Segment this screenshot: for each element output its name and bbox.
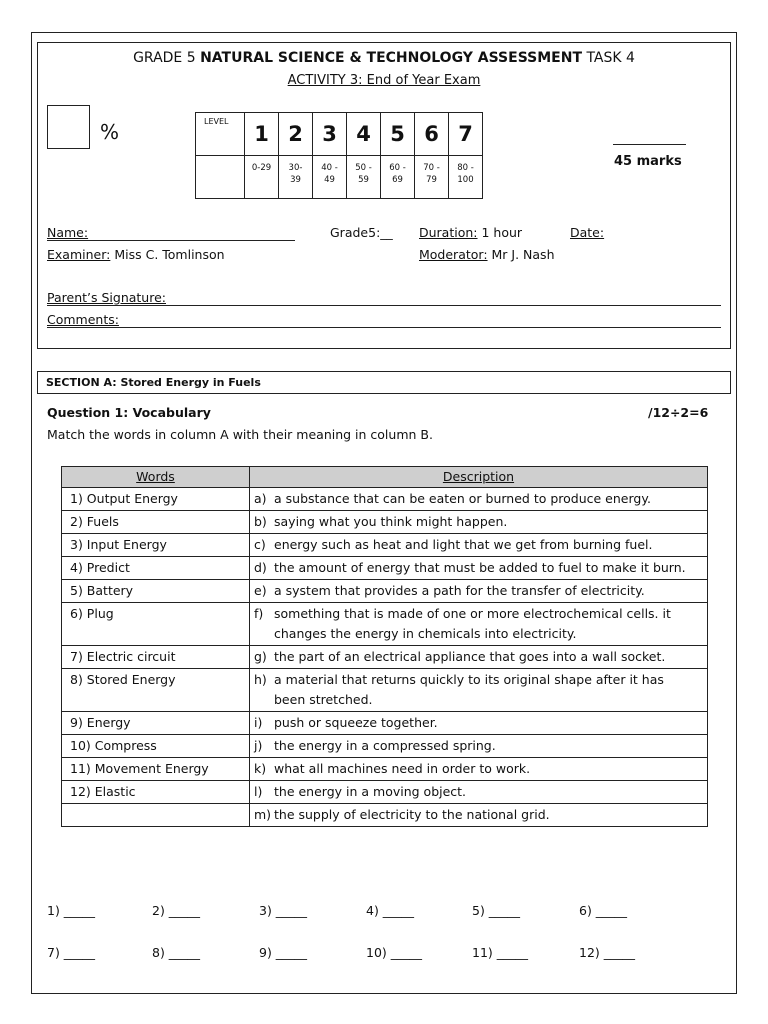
description-cell: h) a material that returns quickly to its original shape after it has been stretched. xyxy=(250,669,708,712)
question-score: /12÷2=6 xyxy=(648,405,709,420)
description-cell: a) a substance that can be eaten or burned to produce energy. xyxy=(250,488,708,511)
description-cell: f) something that is made of one or more electrochemical cells. it changes the energy in chemicals into electricity. xyxy=(250,603,708,646)
level-5: 5 xyxy=(381,113,415,156)
answer-5[interactable]: 5) _____ xyxy=(472,903,521,918)
range-3: 40 - 49 xyxy=(313,156,347,199)
words-header: Words xyxy=(62,467,250,488)
word-cell: 9) Energy xyxy=(62,712,250,735)
percent-sign: % xyxy=(100,120,120,144)
level-1: 1 xyxy=(245,113,279,156)
description-cell: e) a system that provides a path for the transfer of electricity. xyxy=(250,580,708,603)
word-cell: 11) Movement Energy xyxy=(62,758,250,781)
answer-6[interactable]: 6) _____ xyxy=(579,903,628,918)
answer-9[interactable]: 9) _____ xyxy=(259,945,308,960)
name-line[interactable] xyxy=(47,240,295,241)
answer-2[interactable]: 2) _____ xyxy=(152,903,201,918)
table-row xyxy=(62,603,708,646)
description-cell: m) the supply of electricity to the national grid. xyxy=(250,804,708,827)
instruction: Match the words in column A with their meaning in column B. xyxy=(47,427,433,442)
activity-title: ACTIVITY 3: End of Year Exam xyxy=(287,73,481,88)
table-row xyxy=(62,488,708,511)
answer-3[interactable]: 3) _____ xyxy=(259,903,308,918)
moderator: Moderator: Mr J. Nash xyxy=(419,247,555,262)
table-row xyxy=(62,580,708,603)
answer-4[interactable]: 4) _____ xyxy=(366,903,415,918)
description-cell: d) the amount of energy that must be added to fuel to make it burn. xyxy=(250,557,708,580)
level-7: 7 xyxy=(449,113,483,156)
level-6: 6 xyxy=(415,113,449,156)
word-cell xyxy=(62,804,250,827)
answer-10[interactable]: 10) _____ xyxy=(366,945,423,960)
answer-12[interactable]: 12) _____ xyxy=(579,945,636,960)
date-label: Date: xyxy=(570,225,605,240)
section-a-header: SECTION A: Stored Energy in Fuels xyxy=(37,371,731,394)
percentage-box[interactable] xyxy=(47,105,90,149)
answer-7[interactable]: 7) _____ xyxy=(47,945,96,960)
word-cell: 4) Predict xyxy=(62,557,250,580)
table-row xyxy=(62,646,708,669)
parent-signature-label: Parent’s Signature: xyxy=(47,290,166,305)
description-cell: l) the energy in a moving object. xyxy=(250,781,708,804)
description-cell: k) what all machines need in order to work. xyxy=(250,758,708,781)
word-cell: 8) Stored Energy xyxy=(62,669,250,712)
description-cell: j) the energy in a compressed spring. xyxy=(250,735,708,758)
answer-11[interactable]: 11) _____ xyxy=(472,945,529,960)
level-blank-cell xyxy=(196,156,245,199)
answer-8[interactable]: 8) _____ xyxy=(152,945,201,960)
word-cell: 7) Electric circuit xyxy=(62,646,250,669)
table-row xyxy=(62,804,708,827)
total-marks: 45 marks xyxy=(614,154,682,169)
word-cell: 1) Output Energy xyxy=(62,488,250,511)
answer-1[interactable]: 1) _____ xyxy=(47,903,96,918)
vocabulary-table xyxy=(61,466,708,827)
description-cell: g) the part of an electrical appliance that goes into a wall socket. xyxy=(250,646,708,669)
description-cell: b) saying what you think might happen. xyxy=(250,511,708,534)
level-2: 2 xyxy=(279,113,313,156)
table-row xyxy=(62,511,708,534)
range-4: 50 - 59 xyxy=(347,156,381,199)
level-3: 3 xyxy=(313,113,347,156)
marks-blank-line[interactable] xyxy=(613,144,686,145)
table-row xyxy=(62,557,708,580)
range-1: 0-29 xyxy=(245,156,279,199)
level-table xyxy=(195,112,483,199)
description-cell: i) push or squeeze together. xyxy=(250,712,708,735)
range-2: 30- 39 xyxy=(279,156,313,199)
level-label: LEVEL xyxy=(196,113,245,156)
examiner: Examiner: Miss C. Tomlinson xyxy=(47,247,225,262)
table-row xyxy=(62,534,708,557)
duration: Duration: 1 hour xyxy=(419,225,523,240)
word-cell: 3) Input Energy xyxy=(62,534,250,557)
description-header: Description xyxy=(250,467,708,488)
range-6: 70 - 79 xyxy=(415,156,449,199)
assessment-title: GRADE 5 NATURAL SCIENCE & TECHNOLOGY ASSESSMENT TASK 4 xyxy=(133,50,635,66)
table-row xyxy=(62,735,708,758)
range-7: 80 - 100 xyxy=(449,156,483,199)
description-cell: c) energy such as heat and light that we get from burning fuel. xyxy=(250,534,708,557)
table-row xyxy=(62,758,708,781)
word-cell: 2) Fuels xyxy=(62,511,250,534)
table-row xyxy=(62,669,708,712)
word-cell: 12) Elastic xyxy=(62,781,250,804)
grade-label: Grade5:__ xyxy=(330,225,393,240)
level-4: 4 xyxy=(347,113,381,156)
word-cell: 6) Plug xyxy=(62,603,250,646)
table-row xyxy=(62,781,708,804)
table-row xyxy=(62,712,708,735)
name-label: Name: xyxy=(47,225,89,240)
comments-label: Comments: xyxy=(47,312,119,327)
word-cell: 10) Compress xyxy=(62,735,250,758)
range-5: 60 - 69 xyxy=(381,156,415,199)
word-cell: 5) Battery xyxy=(62,580,250,603)
comments-line[interactable] xyxy=(47,327,721,328)
parent-signature-line[interactable] xyxy=(47,305,721,306)
question-title: Question 1: Vocabulary xyxy=(47,405,211,420)
